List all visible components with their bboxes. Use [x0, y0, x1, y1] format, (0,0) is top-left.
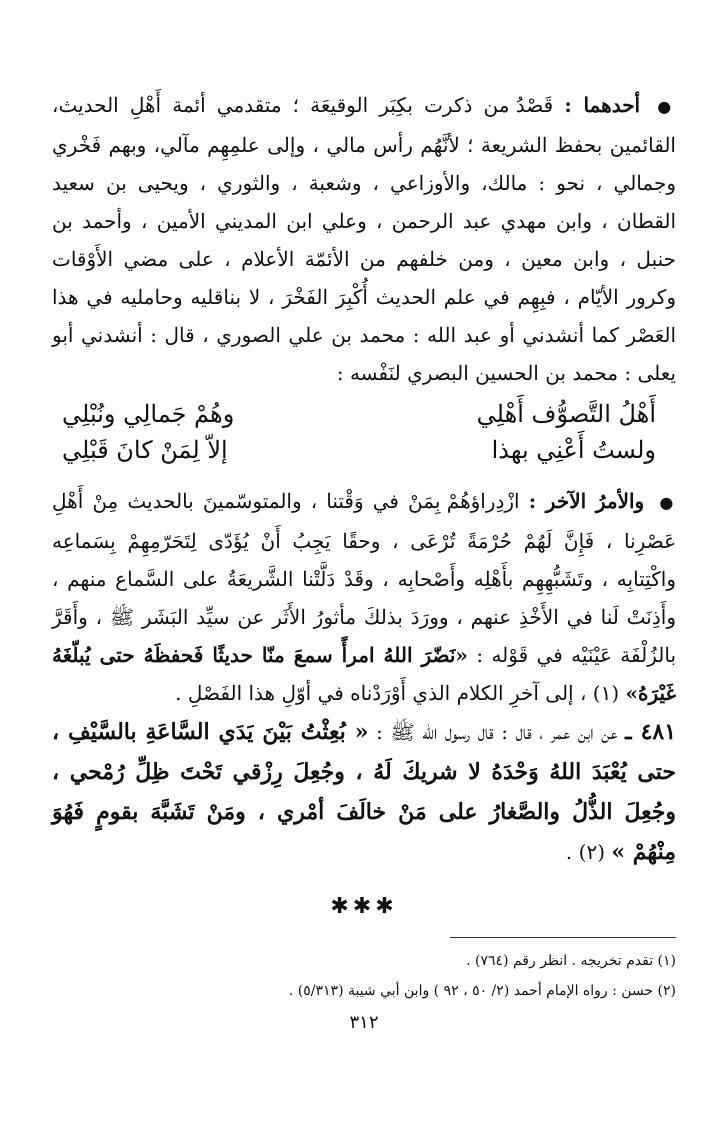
paragraph-text: قَصْدُ من ذكرت بكِبَر الوقيعَة ؛ متقدمي أئمة أَهْلِ الحديث، القائمين بحفظ الشريعة ؛ لأنَّهُم رأس مالي ، وإلى علمِهِم مآلي، وبهم فَخْري وجمالي ، نحو : مالك، والأوزاعي ، وشعبة ، والثوري ، ويحيى بن سعيد القطان ، وابن مهدي عبد الرحمن ، وعلي ابن المديني الأمين ، وأحمد بن حنبل ، وابن معين ، ومن خلفهم من الأئمّة الأعلام ، على مضي الأَوْقات وكرور الأيّام ، فبِهِم في علم الحديث أُكْبِرَ الفَخْرَ ، لا بناقليه وحامليه في هذا العَصْر كما أنشدني أو عبد الله : محمد بن علي الصوري ، قال : أنشدني أبو يعلى : محمد بن الحسين البصري لنَفْسه :: [52, 93, 676, 385]
hadith-text: « بُعِثْتُ بَيْنَ يَدَي السَّاعَةِ بالسَّيْفِ ، حتى يُعْبَدَ اللهُ وَحْدَهُ لا شريكَ لَهُ ، وجُعِلَ رِزْقي تَحْتَ ظِلِّ رُمْحي ، وجُعِلَ الذُّلُ والصَّغارُ على مَنْ خالَفَ أمْري ، ومَنْ تَشَبَّهَ بقومٍ فَهُوَ مِنْهُمْ »: [52, 719, 676, 865]
poem-verse: [52, 396, 676, 432]
poem: [52, 396, 676, 468]
paragraph-lead: والأمرُ الآخر :: [528, 489, 645, 513]
poem-hemistich-first: ولستُ أَعْنِي بهذا: [491, 436, 656, 464]
poem-verse: [52, 432, 676, 468]
poem-hemistich-second: إلاّ لِمَنْ كانَ قَبْلِي: [62, 436, 228, 464]
paragraph-second-matter: [52, 482, 676, 712]
bullet-icon: ●: [659, 493, 677, 512]
hadith-quote: «نَضّرَ اللهُ امرأً سمعَ منّا حديثًا فَحفظَهُ حتى يُبلّغَهُ غَيْرَهُ»: [52, 643, 676, 705]
footnote: (٢) حسن : رواه الإمام أحمد (٢/ ٥٠ ، ٩٢ ) وابن أبي شيبة (٥/٣١٣) .: [288, 983, 676, 999]
poem-hemistich-second: وهُمْ جَمالِي ونُبْلِي: [62, 400, 235, 428]
paragraph-after: (١) ، إلى آخرِ الكلام الذي أَوْرَدْناه في أوّلِ هذا الفَصْلِ .: [175, 681, 620, 705]
footnote-divider: [450, 937, 676, 938]
section-separator: ✱✱✱: [330, 894, 398, 919]
paragraph-text: ازْدِراؤهُمْ بِمَنْ في وَقْتنا ، والمتوسّمينَ بالحديث مِنْ أَهْلِ عَصْرِنا ، فَإِنَّ لَهُمْ حُرْمَةً تُرْعَى ، وحقًا يَجِبُ أَنْ يُؤَدّى لِتَحَرّمِهِمْ بِسَماعِه واكْتِتابِه ، وتَشَبُّهِهِم بأَهْلِه وأَصْحابِه ، وقَدْ دَلَّتْنا الشَّريعَةُ على السَّماع منهم ، وأَذِنَتْ لَنا في الأَخْذِ عنهم ، وورَدَ بذلكَ مأثورُ الأَثَر عن سيِّد البَشَر ﷺ ، وأَقَرَّ بالزُلْفَة عَيْنَيْه في قَوْله :: [52, 489, 677, 667]
poem-hemistich-first: أَهْلُ التَّصوُّف أَهْلِي: [476, 400, 656, 428]
paragraph-first-matter: [52, 86, 676, 392]
hadith-481: [52, 712, 676, 872]
page-content: [52, 86, 676, 1033]
page-number: ٣١٢: [349, 1012, 379, 1033]
hadith-intro: عن ابن عمر ، قال : قال رسول الله ﷺ :: [376, 720, 618, 744]
bullet-icon: ●: [657, 97, 676, 116]
hadith-number: ٤٨١ ـ: [625, 719, 677, 745]
footnote: (١) تقدم تخريجه . انظر رقم (٧٦٤) .: [466, 953, 676, 969]
paragraph-lead: أحدهما :: [564, 93, 641, 117]
hadith-after: (٢) .: [565, 840, 606, 864]
